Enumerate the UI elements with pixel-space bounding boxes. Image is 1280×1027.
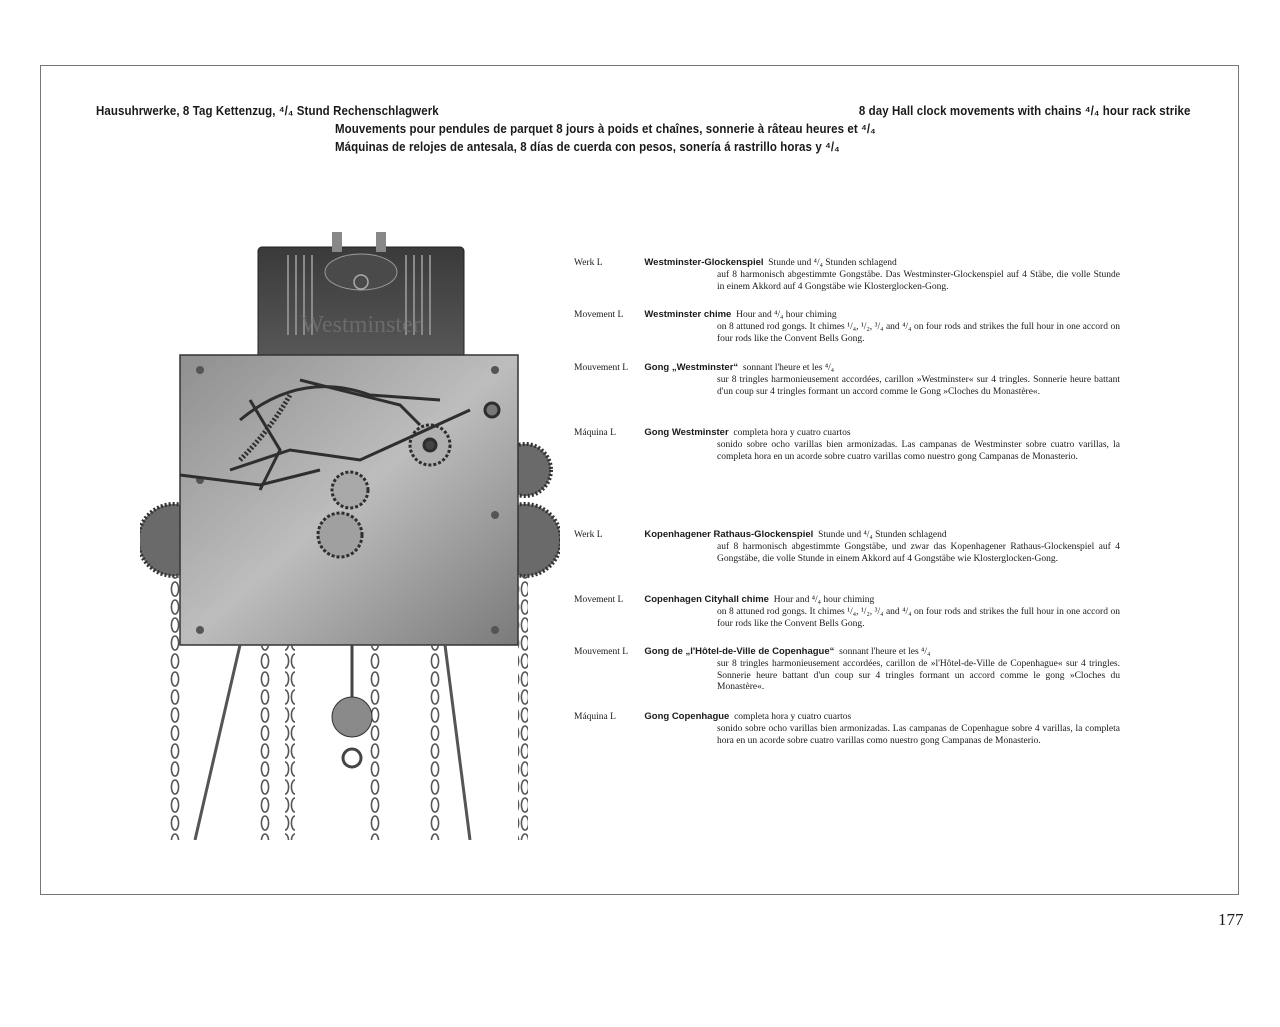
entry-intro: Stunde und ⁴/₄ Stunden schlagend <box>818 530 947 540</box>
entry-title: Gong Copenhague <box>644 711 730 722</box>
header-spanish: Máquinas de relojes de antesala, 8 días de cuerda con pesos, sonería á rastrillo horas y ⁴/₄ <box>335 140 840 154</box>
entry-maquina-copenhague <box>574 711 1120 747</box>
entry-body: sur 8 tringles harmonieusement accordées, carillon »Westminster« sur 4 tringles. Sonnerie heure battant d'un coup sur 4 tringles formant un accord comme le Gong »Cloches du Monastère«. <box>717 374 1120 397</box>
entry-label: Máquina L <box>574 712 616 722</box>
entry-movement-westminster <box>574 309 1120 345</box>
header-german: Hausuhrwerke, 8 Tag Kettenzug, ⁴/₄ Stund Rechenschlagwerk <box>96 104 439 118</box>
entry-body: on 8 attuned rod gongs. It chimes ¹/₄, ¹/₂, ³/₄ and ⁴/₄ on four rods and strikes the full hour in one accord on four rods like the Convent Bells Gong. <box>717 606 1120 629</box>
entry-intro: Hour and ⁴/₄ hour chiming <box>773 595 875 605</box>
entry-label: Werk L <box>574 530 603 540</box>
entry-mouvement-copenhague <box>574 646 1120 694</box>
entry-title: Gong „Westminster“ <box>644 362 739 373</box>
entry-title: Westminster chime <box>644 309 732 320</box>
entry-label: Werk L <box>574 258 603 268</box>
entry-title: Copenhagen Cityhall chime <box>644 594 769 605</box>
entry-maquina-westminster <box>574 427 1120 463</box>
entry-label: Movement L <box>574 595 624 605</box>
entry-intro: sonnant l'heure et les ⁴/₄ <box>742 363 835 373</box>
entry-label: Mouvement L <box>574 363 629 373</box>
entry-intro: Stunde und ⁴/₄ Stunden schlagend <box>768 258 897 268</box>
pendulum <box>332 645 372 767</box>
page-number: 177 <box>1218 910 1244 929</box>
entry-body: auf 8 harmonisch abgestimmte Gongstäbe. Das Westminster-Glockenspiel auf 4 Stäbe, die volle Stunde in einem Akkord auf 4 Gongstäbe wie Klosterglocken-Gong. <box>717 269 1120 292</box>
entry-label: Mouvement L <box>574 647 629 657</box>
entry-werk-kopenhagen <box>574 529 1120 565</box>
entry-label: Máquina L <box>574 428 616 438</box>
gong-engraving-text: Westminster <box>301 312 421 338</box>
clock-movement-illustration <box>140 220 560 840</box>
entry-title: Kopenhagener Rathaus-Glockenspiel <box>644 529 814 540</box>
entry-body: sur 8 tringles harmonieusement accordées, carillon de »l'Hôtel-de-Ville de Copenhague« sur 4 tringles. Sonnerie heure battant d'un coup sur 4 tringles formant un accord comme le gong »Cloches du Monastère«. <box>717 658 1120 693</box>
header-english: 8 day Hall clock movements with chains ⁴/₄ hour rack strike <box>859 104 1191 118</box>
entry-label: Movement L <box>574 310 624 320</box>
entry-body: on 8 attuned rod gongs. It chimes ¹/₄, ¹/₂, ³/₄ and ⁴/₄ on four rods and strikes the full hour in one accord on four rods like the Convent Bells Gong. <box>717 321 1120 344</box>
entry-body: auf 8 harmonisch abgestimmte Gongstäbe, und zwar das Kopenhagener Rathaus-Glockenspiel auf 4 Gongstäbe, die volle Stunde in einem Akkord auf 4 Gongstäbe wie Klosterglocken-Gong. <box>717 541 1120 564</box>
entry-title: Gong Westminster <box>644 427 729 438</box>
entry-title: Gong de „l'Hôtel-de-Ville de Copenhague“ <box>644 646 835 657</box>
gong-block <box>258 232 464 367</box>
entry-intro: Hour and ⁴/₄ hour chiming <box>736 310 837 320</box>
entry-intro: completa hora y cuatro cuartos <box>733 428 851 438</box>
entry-werk-westminster <box>574 257 1120 293</box>
entry-mouvement-westminster <box>574 362 1120 398</box>
entry-body: sonido sobre ocho varillas bien armonizadas. Las campanas de Westminster sobre cuatro varillas, la completa hora en un acorde sobre cuatro varillas como nuestro gong Campanas de Monasterio. <box>717 439 1120 462</box>
entry-intro: sonnant l'heure et les ⁴/₄ <box>839 647 931 657</box>
entry-intro: completa hora y cuatro cuartos <box>734 712 852 722</box>
entry-title: Westminster-Glockenspiel <box>644 257 764 268</box>
header-french: Mouvements pour pendules de parquet 8 jours à poids et chaînes, sonnerie à râteau heures et ⁴/₄ <box>335 122 876 136</box>
entry-movement-copenhagen <box>574 594 1120 630</box>
entry-body: sonido sobre ocho varillas bien armonizadas. Las campanas de Copenhague sobre 4 varillas, la completa hora en un acorde sobre cuatro varillas como nuestro gong Campanas de Monasterio. <box>717 723 1120 746</box>
